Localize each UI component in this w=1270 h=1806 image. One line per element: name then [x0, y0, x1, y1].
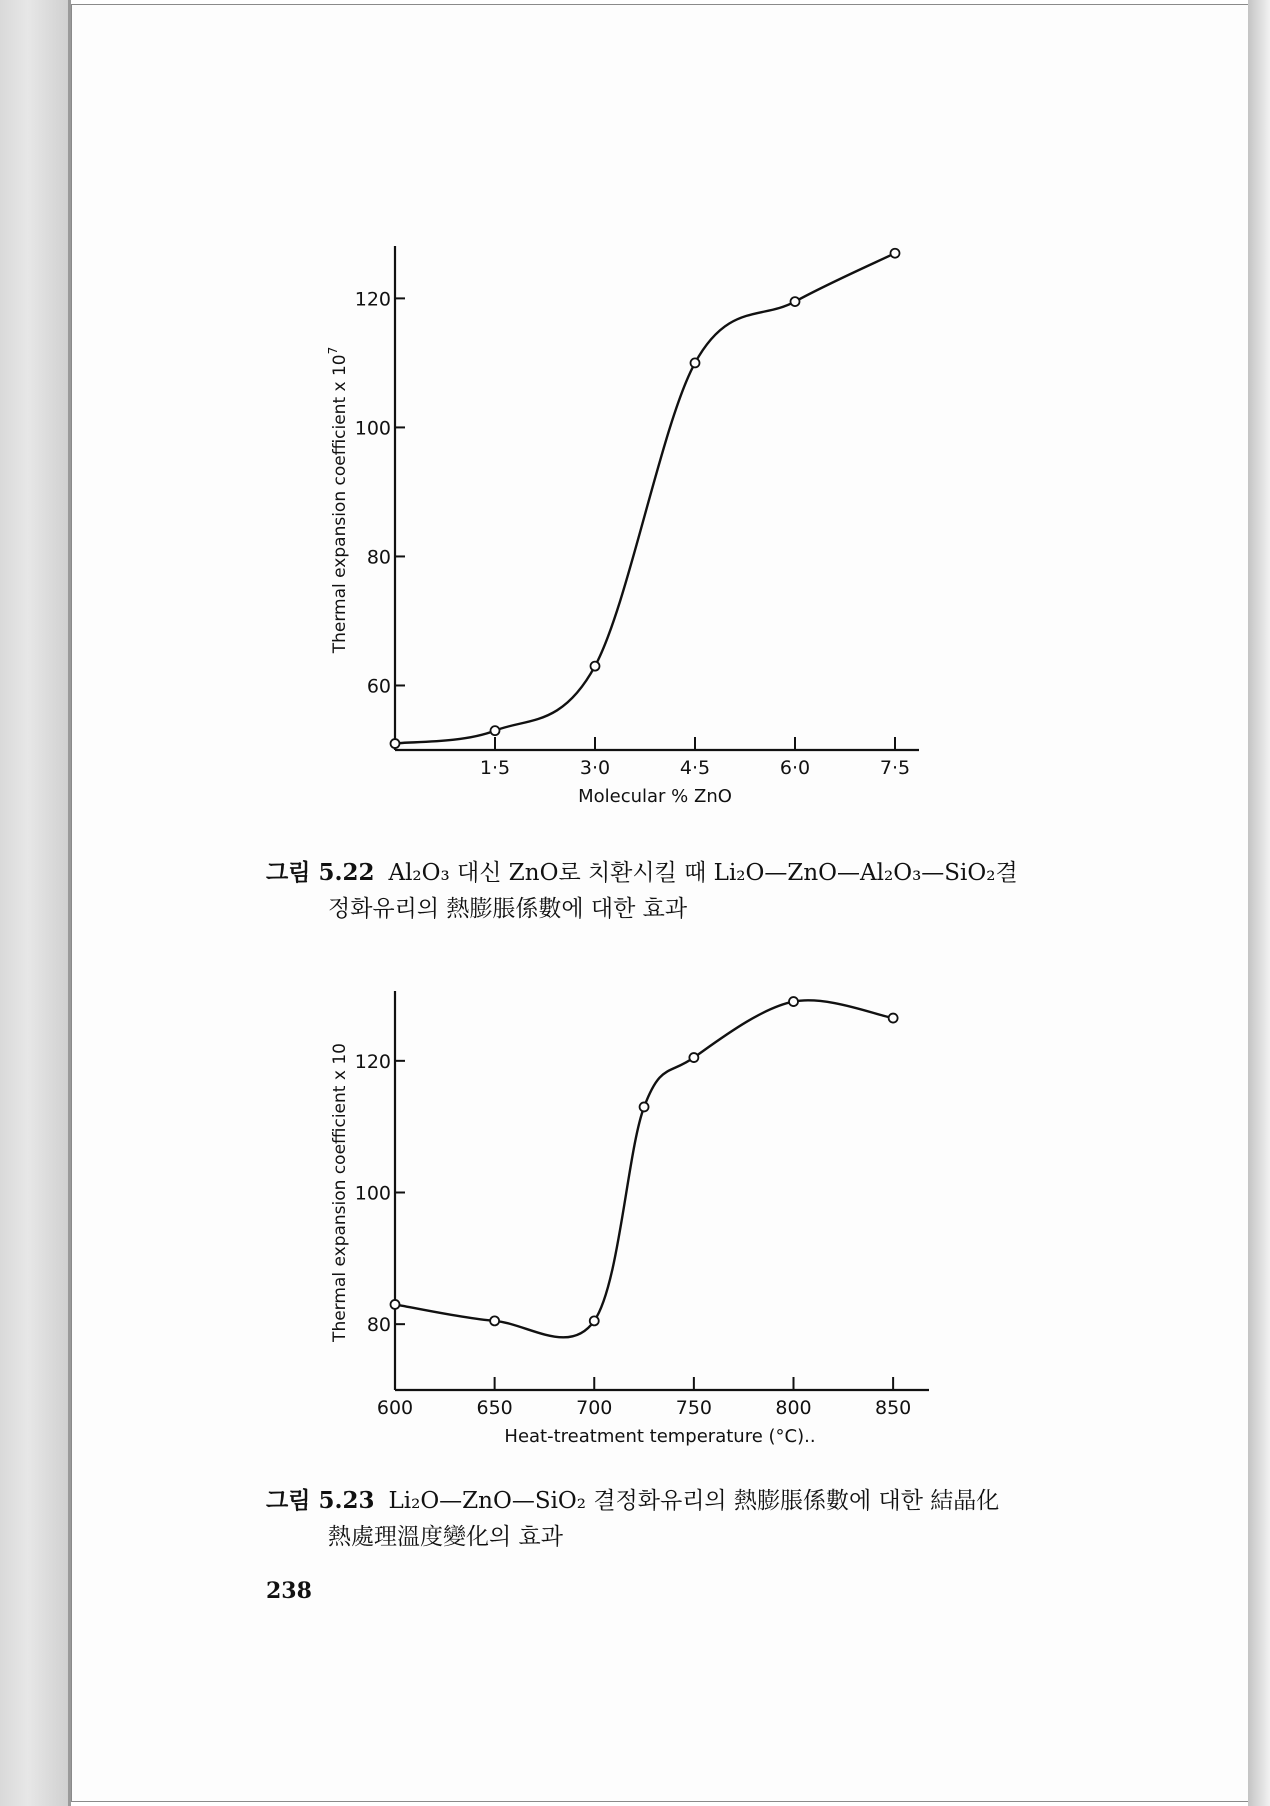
- y-tick-label: 100: [354, 1182, 391, 1205]
- x-tick-label: 850: [874, 1397, 912, 1419]
- data-point: [789, 997, 798, 1006]
- data-point: [590, 1316, 599, 1325]
- data-point: [891, 249, 900, 258]
- page-number: 238: [266, 1578, 312, 1604]
- y-tick-label: 120: [354, 288, 391, 311]
- x-tick-label: 700: [576, 1397, 613, 1419]
- x-tick-label: 750: [675, 1397, 713, 1419]
- data-point: [391, 1300, 400, 1309]
- x-tick-label: 4·5: [679, 757, 711, 779]
- x-tick-label: 6·0: [779, 757, 811, 779]
- y-axis-label-exponent: 7: [326, 346, 340, 355]
- x-tick-label: 7·5: [879, 757, 911, 779]
- chart-heat-treatment-expansion: [320, 975, 960, 1455]
- y-axis-label: Thermal expansion coefficient x 10: [330, 1043, 350, 1342]
- data-point: [640, 1102, 649, 1111]
- y-axis-label: Thermal expansion coefficient x $10^7$: [326, 346, 350, 654]
- x-tick-label: 600: [376, 1397, 414, 1419]
- figure-5-23-number: 그림 5.23: [266, 1487, 375, 1514]
- y-tick-label: 80: [366, 546, 391, 569]
- figure-5-23-caption-line1: Li₂O—ZnO—SiO₂ 결정화유리의 熱膨脹係數에 대한 結晶化: [388, 1488, 1000, 1514]
- figure-5-23-caption-line2: 熱處理溫度變化의 효과: [328, 1524, 563, 1550]
- y-tick-label: 80: [366, 1314, 391, 1337]
- data-point: [889, 1014, 898, 1023]
- x-axis-label: Molecular % ZnO: [578, 786, 732, 807]
- x-tick-label: 3·0: [579, 757, 611, 779]
- x-tick-label: 800: [775, 1397, 812, 1419]
- page-right-shadow: [1248, 0, 1270, 1806]
- figure-5-22-caption: [266, 855, 1066, 927]
- x-tick-label: 1·5: [479, 757, 511, 779]
- y-tick-label: 120: [354, 1050, 391, 1073]
- figure-5-22-number: 그림 5.22: [266, 859, 375, 886]
- series-line: [395, 253, 895, 743]
- data-point: [491, 726, 500, 735]
- chart-zno-expansion: [320, 225, 960, 825]
- x-tick-label: 650: [476, 1397, 513, 1419]
- data-point: [689, 1053, 698, 1062]
- figure-5-22-caption-line2: 정화유리의 熱膨脹係數에 대한 효과: [328, 896, 688, 922]
- data-point: [391, 739, 400, 748]
- data-point: [490, 1316, 499, 1325]
- book-spine: [0, 0, 70, 1806]
- data-point: [691, 358, 700, 367]
- series-line: [395, 1000, 893, 1337]
- y-tick-label: 100: [354, 417, 391, 440]
- data-point: [591, 662, 600, 671]
- y-tick-label: 60: [366, 675, 391, 698]
- figure-5-22-caption-line1: Al₂O₃ 대신 ZnO로 치환시킬 때 Li₂O—ZnO—Al₂O₃—SiO₂결: [388, 860, 1018, 886]
- figure-5-23-caption: [266, 1483, 1066, 1555]
- x-axis-label: Heat-treatment temperature (°C)..: [504, 1426, 816, 1447]
- data-point: [791, 297, 800, 306]
